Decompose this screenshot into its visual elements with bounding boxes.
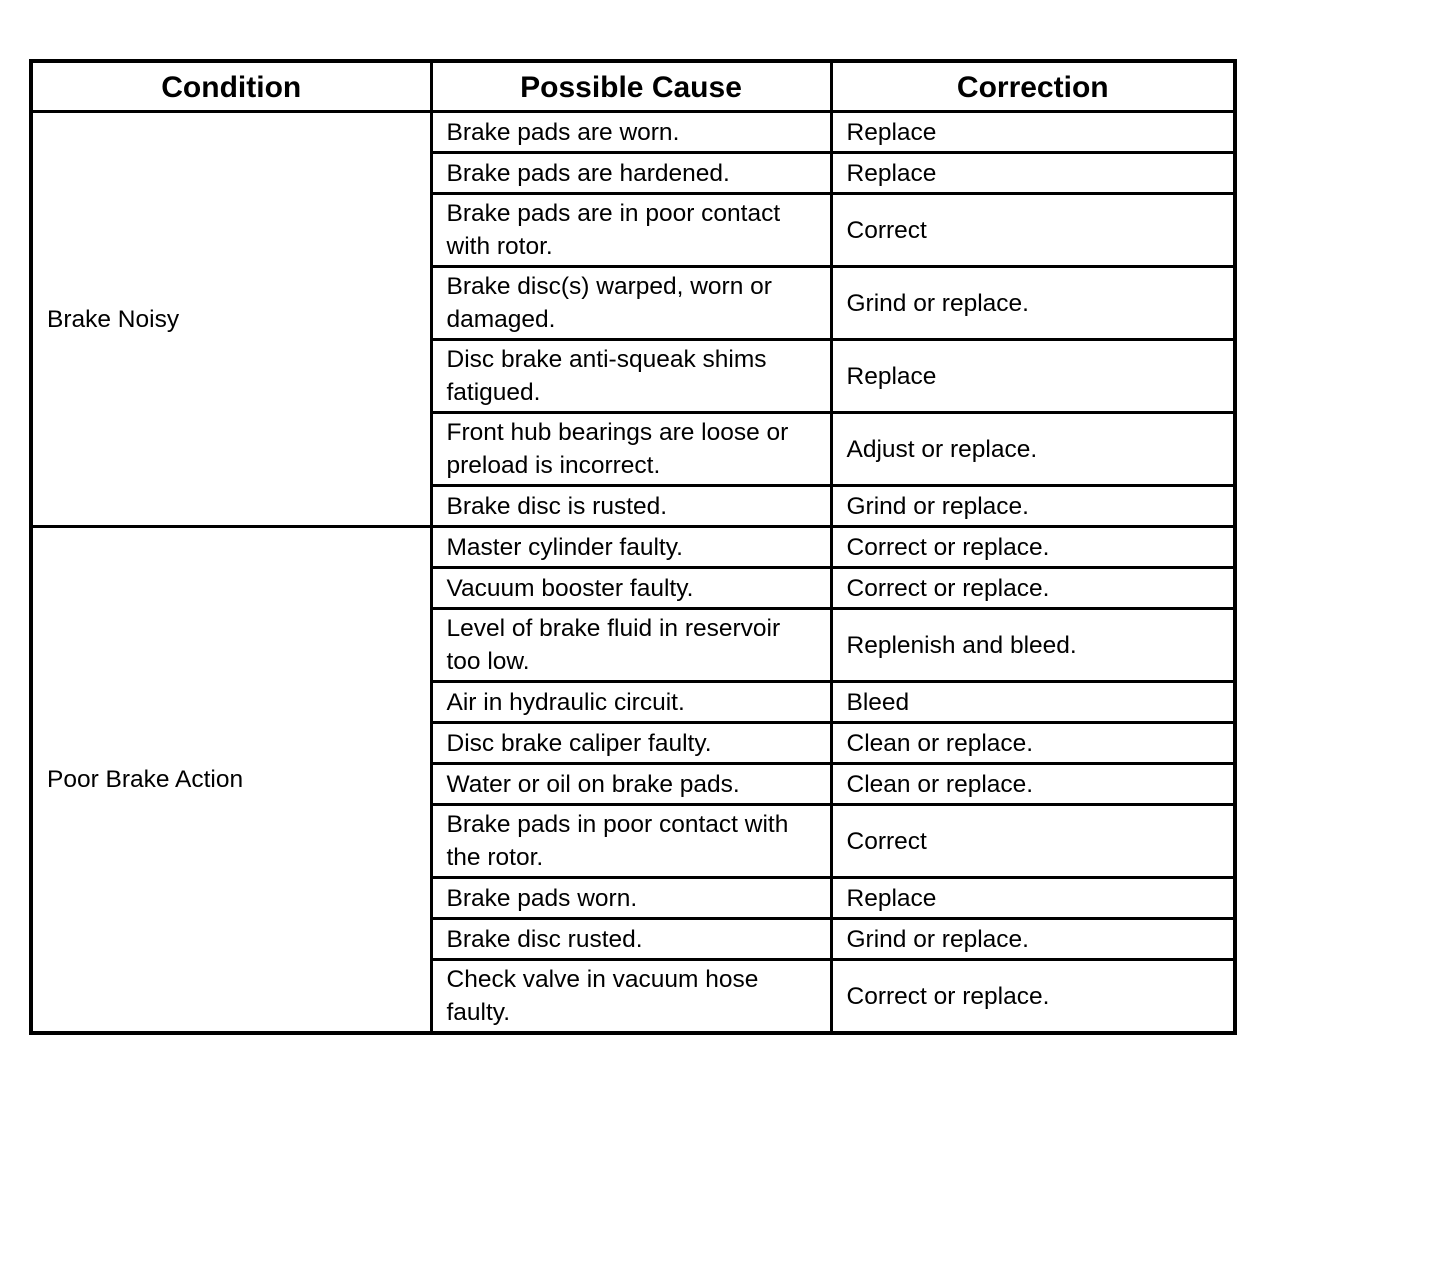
cause-cell: Master cylinder faulty. xyxy=(431,527,831,568)
correction-cell: Replace xyxy=(831,340,1235,413)
cause-cell: Brake disc rusted. xyxy=(431,919,831,960)
table-row xyxy=(31,112,1235,153)
cause-cell: Disc brake anti-squeak shims fatigued. xyxy=(431,340,831,413)
cause-cell: Brake pads are in poor contact with rotor. xyxy=(431,194,831,267)
cause-cell: Brake pads worn. xyxy=(431,878,831,919)
header-row xyxy=(31,61,1235,112)
cause-cell: Air in hydraulic circuit. xyxy=(431,682,831,723)
cause-cell: Vacuum booster faulty. xyxy=(431,568,831,609)
cause-cell: Disc brake caliper faulty. xyxy=(431,723,831,764)
table-row xyxy=(31,527,1235,568)
cause-cell: Level of brake fluid in reservoir too low. xyxy=(431,609,831,682)
correction-cell: Bleed xyxy=(831,682,1235,723)
condition-cell: Poor Brake Action xyxy=(31,527,431,1034)
correction-cell: Replace xyxy=(831,112,1235,153)
correction-cell: Correct xyxy=(831,194,1235,267)
correction-cell: Adjust or replace. xyxy=(831,413,1235,486)
cause-cell: Brake pads are hardened. xyxy=(431,153,831,194)
cause-cell: Water or oil on brake pads. xyxy=(431,764,831,805)
cause-cell: Brake pads in poor contact with the rotor. xyxy=(431,805,831,878)
cause-cell: Front hub bearings are loose or preload is incorrect. xyxy=(431,413,831,486)
condition-cell: Brake Noisy xyxy=(31,112,431,527)
cause-cell: Brake disc(s) warped, worn or damaged. xyxy=(431,267,831,340)
cause-cell: Check valve in vacuum hose faulty. xyxy=(431,960,831,1034)
correction-cell: Grind or replace. xyxy=(831,267,1235,340)
correction-cell: Replace xyxy=(831,153,1235,194)
correction-cell: Replenish and bleed. xyxy=(831,609,1235,682)
header-correction: Correction xyxy=(831,61,1235,112)
correction-cell: Clean or replace. xyxy=(831,764,1235,805)
cause-cell: Brake pads are worn. xyxy=(431,112,831,153)
correction-cell: Correct or replace. xyxy=(831,527,1235,568)
cause-cell: Brake disc is rusted. xyxy=(431,486,831,527)
correction-cell: Grind or replace. xyxy=(831,486,1235,527)
header-condition: Condition xyxy=(31,61,431,112)
correction-cell: Replace xyxy=(831,878,1235,919)
correction-cell: Clean or replace. xyxy=(831,723,1235,764)
correction-cell: Grind or replace. xyxy=(831,919,1235,960)
troubleshooting-table xyxy=(29,59,1237,1035)
correction-cell: Correct xyxy=(831,805,1235,878)
correction-cell: Correct or replace. xyxy=(831,568,1235,609)
header-possible-cause: Possible Cause xyxy=(431,61,831,112)
correction-cell: Correct or replace. xyxy=(831,960,1235,1034)
